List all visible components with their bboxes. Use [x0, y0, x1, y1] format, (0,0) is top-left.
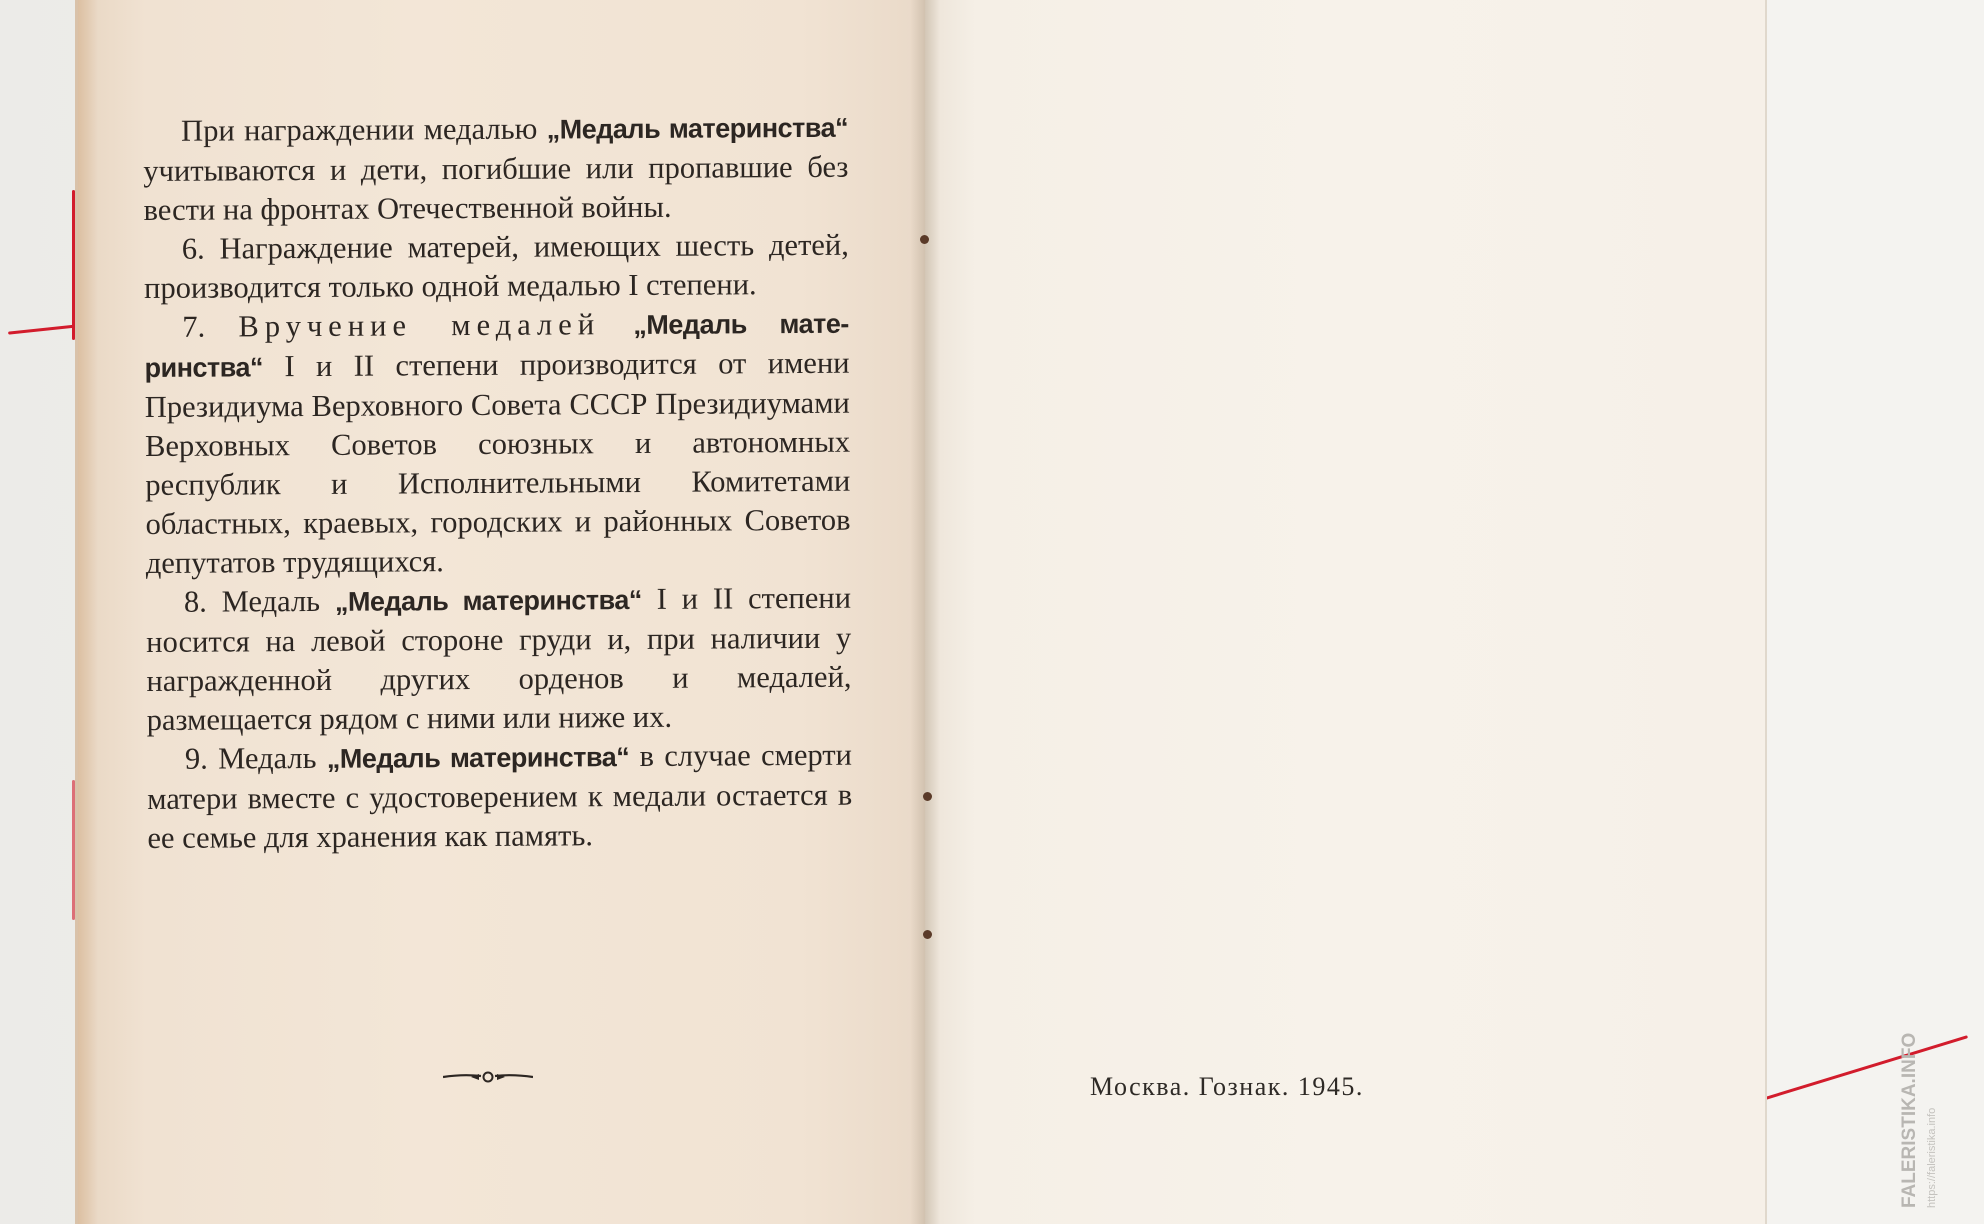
spaced-text: Вручение медалей [238, 307, 601, 344]
paragraph-8 [146, 579, 852, 740]
paragraph-number: 7. [182, 309, 239, 344]
medal-name: „Медаль материнства“ [546, 112, 849, 145]
paragraph-6: 6. Награждение матерей, имеющих шесть детей, производится только одной медалью I степени. [143, 227, 849, 305]
text-span: в случае смерти матери вместе с удостоверением к медали остается в ее семье для хранения как память. [147, 737, 853, 855]
statute-text [143, 108, 853, 858]
watermark-url: https://faleristika.info [1926, 1107, 1938, 1208]
text-span: I и II степени носится на левой стороне груди и, при наличии у награжденной других орденов и медалей, размещается рядом с ними или ниже их. [146, 580, 852, 737]
printer-imprint: Москва. Гознак. 1945. [1090, 1072, 1364, 1101]
page-edge [78, 0, 98, 1224]
left-page [75, 0, 928, 1224]
staple-mark [920, 235, 929, 244]
staple-mark [923, 930, 932, 939]
text-span: При награждении медалью [181, 111, 547, 148]
text-span: I и II степени производится от имени Президиума Верховного Совета СССР Президиумами Верховных Советов союзных и автономных республик и Исполнительными Комитетами областных, краевых, городских и районных Советов депутатов трудящихся. [144, 345, 851, 580]
booklet [75, 0, 1765, 1224]
end-ornament [443, 1068, 533, 1086]
medal-name: „Медаль материнства“ [144, 308, 850, 383]
medal-name: „Медаль материнства“ [334, 584, 642, 617]
watermark-title: FALERISTIKA.INFO [1899, 1032, 1920, 1208]
text-span: учитываются и дети, погибшие или пропавшие без вести на фронтах Отечественной войны. [143, 149, 849, 227]
spine-fold [910, 0, 940, 1224]
text-span: 8. Медаль [183, 583, 336, 619]
right-page [925, 0, 1767, 1224]
paragraph-7 [144, 304, 851, 583]
medal-name: „Медаль материнства“ [326, 742, 630, 774]
paragraph-9 [147, 736, 853, 858]
staple-mark [923, 792, 932, 801]
faleristika-watermark [1893, 1020, 1949, 1210]
text-span: 9. Медаль [184, 740, 327, 776]
paragraph-children-counted [143, 108, 849, 230]
